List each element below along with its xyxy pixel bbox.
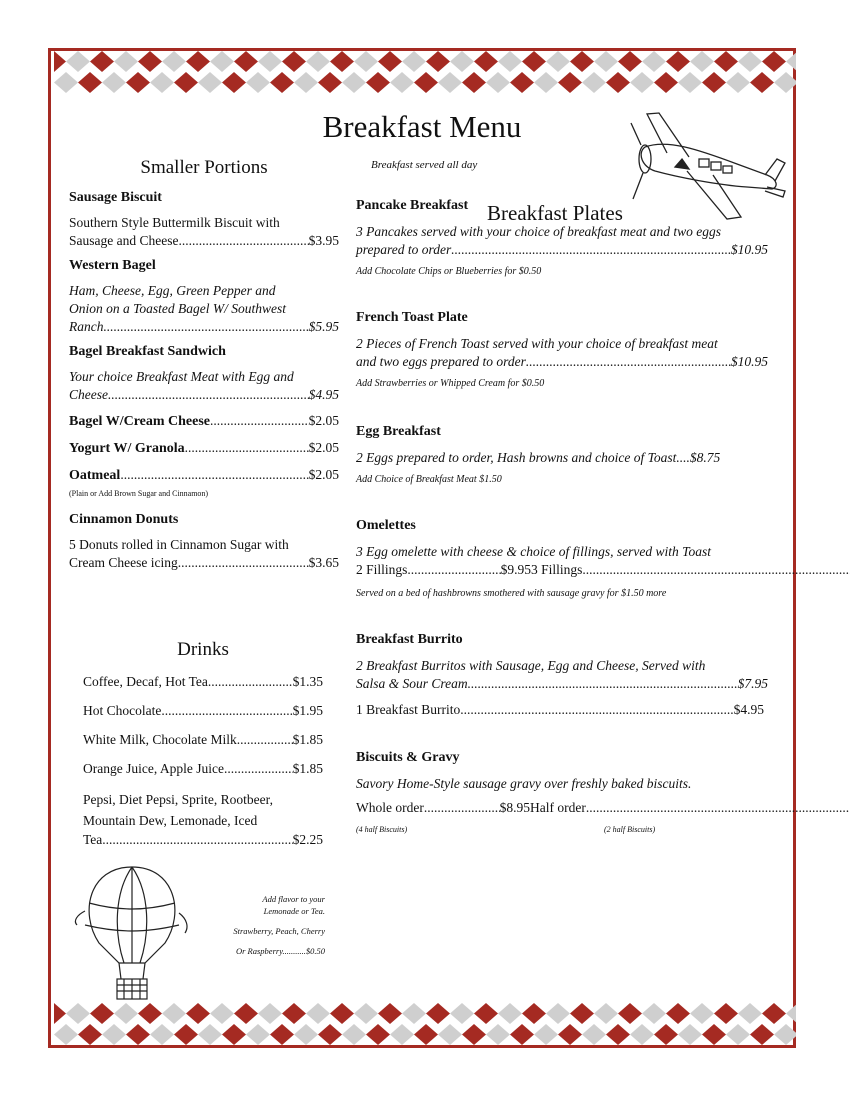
plate-addon: Served on a bed of hashbrowns smothered with sausage gravy for $1.50 more (356, 588, 667, 599)
price: $4.95 (733, 702, 764, 717)
plate-name: Biscuits & Gravy (356, 750, 460, 765)
border-diamond (78, 1024, 102, 1045)
plate-desc: 2 Breakfast Burritos with Sausage, Egg and Cheese, Served with (356, 658, 706, 673)
menu-item-price-line: Oatmeal ..... $2.05 (69, 466, 339, 485)
border-diamond (726, 1024, 750, 1045)
price: $5.95 (308, 319, 339, 334)
price: $7.95 (737, 676, 768, 691)
border-diamond (534, 1024, 558, 1045)
border-diamond (306, 51, 330, 72)
border-diamond (786, 1003, 796, 1024)
price: $10.95 (730, 354, 768, 369)
border-diamond (774, 1024, 796, 1045)
border-diamond (354, 1003, 378, 1024)
border-diamond (666, 51, 690, 72)
smaller-portions-section (69, 159, 339, 572)
border-diamond (594, 51, 618, 72)
drink-item: Tea ..... $2.25 (83, 831, 323, 849)
menu-item-desc: Onion on a Toasted Bagel W/ Southwest (69, 301, 287, 316)
border-diamond (54, 72, 78, 93)
menu-item-desc: Ham, Cheese, Egg, Green Pepper and (69, 283, 276, 298)
border-diamond (786, 51, 796, 72)
border-diamond (378, 51, 402, 72)
border-diamond (750, 72, 774, 93)
border-diamond (546, 1003, 570, 1024)
breakfast-plates-section (356, 197, 768, 839)
price: $1.85 (292, 761, 323, 776)
price: $1.85 (292, 732, 323, 747)
plate-addon: Add Chocolate Chips or Blueberries for $0.50 (356, 266, 542, 277)
border-diamond (402, 51, 426, 72)
border-diamond (690, 51, 714, 72)
price: $10.95 (730, 242, 768, 257)
section-heading: Smaller Portions (140, 157, 268, 178)
border-diamond (582, 72, 606, 93)
border-diamond (570, 1003, 594, 1024)
flavor-note: Add flavor to your Lemonade or Tea. Strawberry, Peach, Cherry Or Raspberry...........$0.50 (233, 894, 325, 956)
plate-notes: (4 half Biscuits) (2 half Biscuits) (356, 825, 656, 834)
border-diamond (522, 1003, 546, 1024)
border-diamond (714, 51, 738, 72)
border-diamond (462, 72, 486, 93)
border-diamond (606, 1024, 630, 1045)
border-diamond (450, 51, 474, 72)
price: $1.35 (292, 674, 323, 689)
border-diamond (702, 72, 726, 93)
border-diamond (402, 1003, 426, 1024)
border-diamond (90, 1003, 114, 1024)
plate-price-line: and two eggs prepared to order ..... $10.95 (356, 353, 768, 371)
plate-desc: 3 Egg omelette with cheese & choice of fillings, served with Toast (356, 544, 711, 559)
border-diamond (702, 1024, 726, 1045)
menu-item-desc: Your choice Breakfast Meat with Egg and (69, 369, 294, 384)
price: $1.95 (292, 703, 323, 718)
drink-item: Orange Juice, Apple Juice ..... $1.85 (83, 760, 323, 778)
plate-name: Omelettes (356, 518, 416, 533)
border-diamond (558, 1024, 582, 1045)
price: $9.95 (500, 562, 531, 577)
border-diamond (210, 51, 234, 72)
border-diamond (174, 1024, 198, 1045)
border-diamond (678, 1024, 702, 1045)
border-diamond (318, 1024, 342, 1045)
border-diamond (690, 1003, 714, 1024)
price: $2.05 (308, 467, 339, 482)
border-diamond (234, 51, 258, 72)
border-diamond (270, 72, 294, 93)
drink-item-name: Pepsi, Diet Pepsi, Sprite, Rootbeer, (83, 792, 273, 807)
border-diamond (474, 1003, 498, 1024)
border-diamond (210, 1003, 234, 1024)
border-diamond (126, 1024, 150, 1045)
plate-name: Egg Breakfast (356, 424, 441, 439)
border-diamond (522, 51, 546, 72)
border-diamond (750, 1024, 774, 1045)
menu-item-price-line: Bagel W/Cream Cheese ..... $2.05 (69, 412, 339, 431)
plate-name: Breakfast Burrito (356, 632, 463, 647)
menu-item-name: Western Bagel (69, 258, 156, 273)
menu-border (48, 48, 796, 1048)
border-diamond (510, 72, 534, 93)
price: $3.95 (308, 233, 339, 248)
border-diamond (450, 1003, 474, 1024)
menu-item-name: Cinnamon Donuts (69, 512, 179, 527)
plate-price-line: 1 Breakfast Burrito ..... $4.95 (356, 701, 764, 719)
border-diamond (642, 51, 666, 72)
plate-price-line: Salsa & Sour Cream ..... $7.95 (356, 675, 768, 693)
diamond-border-top (54, 51, 796, 93)
border-diamond (774, 72, 796, 93)
price: $2.05 (308, 440, 339, 455)
menu-item-note: (Plain or Add Brown Sugar and Cinnamon) (69, 489, 209, 498)
border-diamond (54, 51, 66, 72)
plate-desc: Savory Home-Style sausage gravy over freshly baked biscuits. (356, 776, 692, 791)
border-diamond (114, 51, 138, 72)
border-diamond (654, 72, 678, 93)
plate-price-line: 2 Fillings ..... $9.95 3 Fillings ..... (356, 561, 768, 579)
border-diamond (498, 51, 522, 72)
border-diamond (474, 51, 498, 72)
border-diamond (762, 51, 786, 72)
border-diamond (510, 1024, 534, 1045)
border-diamond (198, 72, 222, 93)
border-diamond (282, 51, 306, 72)
drinks-section (83, 641, 323, 849)
subtitle: Breakfast served all day (371, 159, 478, 171)
border-diamond (414, 72, 438, 93)
border-diamond (294, 1024, 318, 1045)
plate-addon: Add Strawberries or Whipped Cream for $0.50 (356, 378, 545, 389)
section-heading: Breakfast Plates (487, 201, 623, 225)
drink-item: White Milk, Chocolate Milk ..... $1.85 (83, 731, 323, 749)
border-diamond (162, 51, 186, 72)
border-diamond (246, 72, 270, 93)
price: $8.95 (499, 800, 530, 815)
border-diamond (318, 72, 342, 93)
price: $2.05 (308, 413, 339, 428)
border-diamond (666, 1003, 690, 1024)
border-diamond (90, 51, 114, 72)
border-diamond (582, 1024, 606, 1045)
border-diamond (330, 51, 354, 72)
border-diamond (258, 51, 282, 72)
menu-item-name: Bagel Breakfast Sandwich (69, 344, 226, 359)
border-diamond (630, 1024, 654, 1045)
border-diamond (534, 72, 558, 93)
price: $8.75 (689, 450, 721, 465)
border-diamond (462, 1024, 486, 1045)
menu-item-desc: Southern Style Buttermilk Biscuit with (69, 215, 280, 230)
border-diamond (390, 1024, 414, 1045)
border-diamond (150, 1024, 174, 1045)
border-diamond (642, 1003, 666, 1024)
menu-item-price-line: Sausage and Cheese ..... $3.95 (69, 232, 339, 250)
border-diamond (654, 1024, 678, 1045)
border-diamond (762, 1003, 786, 1024)
border-diamond (138, 1003, 162, 1024)
section-heading: Drinks (177, 639, 229, 660)
border-diamond (222, 1024, 246, 1045)
border-diamond (714, 1003, 738, 1024)
plate-price-line: Whole order ..... $8.95 Half order ..... (356, 799, 768, 817)
border-diamond (54, 1003, 66, 1024)
price: $3.65 (308, 555, 339, 570)
border-diamond (498, 1003, 522, 1024)
hot-air-balloon-icon (69, 863, 195, 1003)
border-diamond (354, 51, 378, 72)
drink-item: Coffee, Decaf, Hot Tea ..... $1.35 (83, 673, 323, 691)
menu-item-price-line: Yogurt W/ Granola ..... $2.05 (69, 439, 339, 458)
menu-item-price-line: Cheese ..... $4.95 (69, 386, 339, 404)
drink-item: Hot Chocolate ..... $1.95 (83, 702, 323, 720)
border-diamond (66, 51, 90, 72)
border-diamond (306, 1003, 330, 1024)
plate-name: Pancake Breakfast (356, 198, 469, 213)
border-diamond (366, 1024, 390, 1045)
border-diamond (606, 72, 630, 93)
border-diamond (138, 51, 162, 72)
border-diamond (486, 72, 510, 93)
border-diamond (270, 1024, 294, 1045)
border-diamond (390, 72, 414, 93)
border-diamond (726, 72, 750, 93)
border-diamond (738, 1003, 762, 1024)
plate-name: French Toast Plate (356, 310, 468, 325)
border-diamond (378, 1003, 402, 1024)
border-diamond (738, 51, 762, 72)
menu-item-price-line: Ranch ..... $5.95 (69, 318, 339, 336)
border-diamond (234, 1003, 258, 1024)
border-diamond (438, 1024, 462, 1045)
menu-item-price-line: Cream Cheese icing ..... $3.65 (69, 554, 339, 572)
border-diamond (342, 1024, 366, 1045)
border-diamond (186, 1003, 210, 1024)
border-diamond (66, 1003, 90, 1024)
border-diamond (546, 51, 570, 72)
border-diamond (486, 1024, 510, 1045)
plate-addon: Add Choice of Breakfast Meat $1.50 (356, 474, 502, 485)
price: $4.95 (308, 387, 339, 402)
border-diamond (282, 1003, 306, 1024)
border-diamond (570, 51, 594, 72)
plate-price-line: prepared to order ..... $10.95 (356, 241, 768, 259)
border-diamond (630, 72, 654, 93)
border-diamond (426, 1003, 450, 1024)
border-diamond (198, 1024, 222, 1045)
border-diamond (618, 51, 642, 72)
border-diamond (114, 1003, 138, 1024)
menu-item-name: Sausage Biscuit (69, 190, 162, 205)
border-diamond (54, 1024, 78, 1045)
drink-item-name: Mountain Dew, Lemonade, Iced (83, 813, 258, 828)
diamond-border-bottom (54, 1003, 796, 1045)
border-diamond (222, 72, 246, 93)
border-diamond (294, 72, 318, 93)
border-diamond (78, 72, 102, 93)
border-diamond (102, 1024, 126, 1045)
menu-item-desc: 5 Donuts rolled in Cinnamon Sugar with (69, 537, 289, 552)
plate-price-line: 2 Eggs prepared to order, Hash browns and choice of Toast....$8.75 (356, 450, 721, 465)
border-diamond (366, 72, 390, 93)
border-diamond (186, 51, 210, 72)
plate-desc: 3 Pancakes served with your choice of breakfast meat and two eggs (356, 224, 722, 239)
border-diamond (162, 1003, 186, 1024)
border-diamond (102, 72, 126, 93)
border-diamond (438, 72, 462, 93)
border-diamond (246, 1024, 270, 1045)
price: $2.25 (292, 832, 323, 847)
border-diamond (414, 1024, 438, 1045)
border-diamond (426, 51, 450, 72)
border-diamond (558, 72, 582, 93)
border-diamond (150, 72, 174, 93)
page-title: Breakfast Menu (322, 109, 522, 144)
border-diamond (594, 1003, 618, 1024)
border-diamond (258, 1003, 282, 1024)
border-diamond (126, 72, 150, 93)
border-diamond (678, 72, 702, 93)
border-diamond (174, 72, 198, 93)
plate-desc: 2 Pieces of French Toast served with your choice of breakfast meat (356, 336, 718, 351)
border-diamond (618, 1003, 642, 1024)
border-diamond (342, 72, 366, 93)
border-diamond (330, 1003, 354, 1024)
